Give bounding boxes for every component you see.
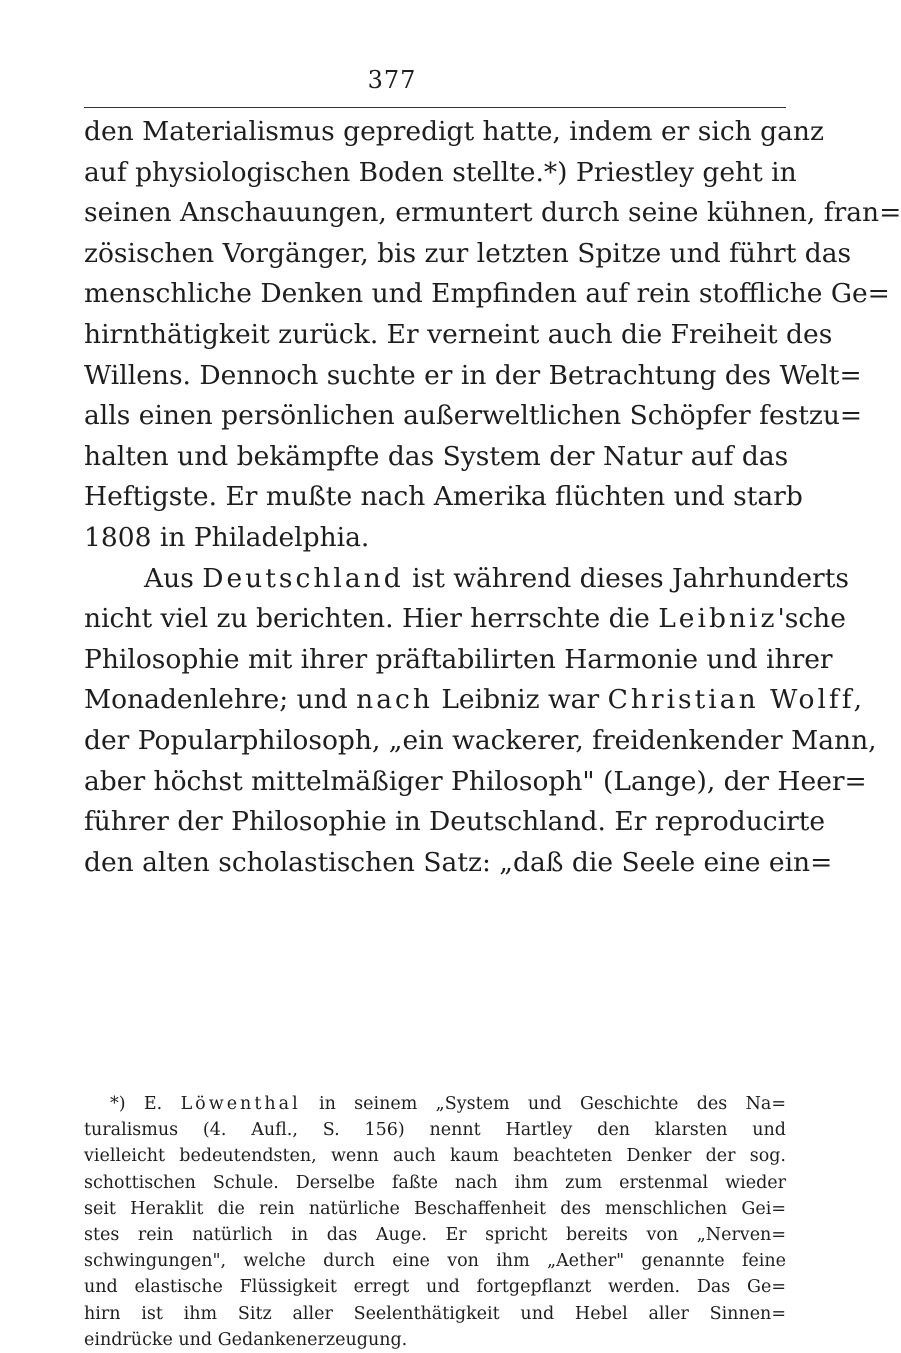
footnote-line [84, 1091, 786, 1117]
footnote-line: eindrücke und Gedankenerzeugung. [84, 1329, 408, 1350]
text-line: halten und bekämpfte das System der Natur auf das [84, 440, 789, 472]
footnote-line: hirn ist ihm Sitz aller Seelenthätigkeit und Hebel aller Sinnen= [84, 1303, 786, 1324]
footnote-line: vielleicht bedeutendsten, wenn auch kaum beachteten Denker der sog. [84, 1146, 786, 1167]
footnote [84, 1091, 786, 1353]
text-line: führer der Philosophie in Deutschland. Er reproducirte [84, 806, 826, 838]
text-line: menschliche Denken und Empfinden auf rein stoffliche Ge= [84, 278, 890, 310]
text-line: den alten scholastischen Satz: „daß die Seele eine ein= [84, 846, 833, 878]
spaced-word: nach [356, 684, 433, 716]
text-line: seinen Anschauungen, ermuntert durch seine kühnen, fran= [84, 197, 901, 229]
text-line: Philosophie mit ihrer präftabilirten Harmonie und ihrer [84, 643, 833, 675]
spaced-name: Deutschland [202, 562, 404, 594]
text-line: 1808 in Philadelphia. [84, 521, 370, 553]
spaced-name: Löwenthal [180, 1094, 301, 1114]
footnote-line: seit Heraklit die rein natürliche Beschaffenheit des menschlichen Gei= [84, 1198, 786, 1219]
footnote-line: turalismus (4. Aufl., S. 156) nennt Hartley den klarsten und [84, 1120, 786, 1141]
main-text [84, 112, 901, 883]
text-line [84, 559, 849, 600]
text-line: hirnthätigkeit zurück. Er verneint auch die Freiheit des [84, 318, 833, 350]
text-line: aber höchst mittelmäßiger Philosoph" (Lange), der Heer= [84, 765, 867, 797]
text-run: *) E. [110, 1094, 181, 1114]
text-line: Heftigste. Er mußte nach Amerika flüchten und starb [84, 481, 803, 513]
footnote-line: schwingungen", welche durch eine von ihm „Aether" genannte feine [84, 1251, 786, 1272]
text-line: den Materialismus gepredigt hatte, indem er sich ganz [84, 116, 824, 147]
text-run: Leibniz war [432, 684, 608, 716]
text-line [84, 599, 846, 640]
text-line: alls einen persönlichen außerweltlichen Schöpfer festzu= [84, 400, 863, 432]
text-run: Aus [144, 562, 203, 594]
text-line: Willens. Dennoch suchte er in der Betrachtung des Welt= [84, 359, 862, 391]
text-run: ist während dieses Jahrhunderts [403, 562, 849, 594]
text-run: in seinem „System und Geschichte des Na= [300, 1094, 786, 1114]
text-line: der Popularphilosoph, „ein wackerer, freidenkender Mann, [84, 724, 877, 756]
text-line [84, 680, 866, 721]
text-run: Monadenlehre; und [84, 684, 357, 716]
text-run: nicht viel zu berichten. Hier herrschte die [84, 603, 659, 635]
footnote-line: stes rein natürlich in das Auge. Er spricht bereits von „Nerven= [84, 1224, 786, 1245]
footnote-line: und elastische Flüssigkeit erregt und fortgepflanzt werden. Das Ge= [84, 1277, 786, 1298]
footnote-line: schottischen Schule. Derselbe faßte nach ihm zum erstenmal wieder [84, 1172, 786, 1193]
text-line: auf physiologischen Boden stellte.*) Priestley geht in [84, 156, 797, 188]
text-run: 'sche [777, 603, 846, 635]
page-number: 377 [367, 66, 417, 94]
text-line: zösischen Vorgänger, bis zur letzten Spitze und führt das [84, 237, 852, 269]
spaced-name: Christian Wolff, [607, 684, 866, 716]
header-rule [84, 107, 786, 108]
spaced-name: Leibniz [658, 603, 778, 635]
